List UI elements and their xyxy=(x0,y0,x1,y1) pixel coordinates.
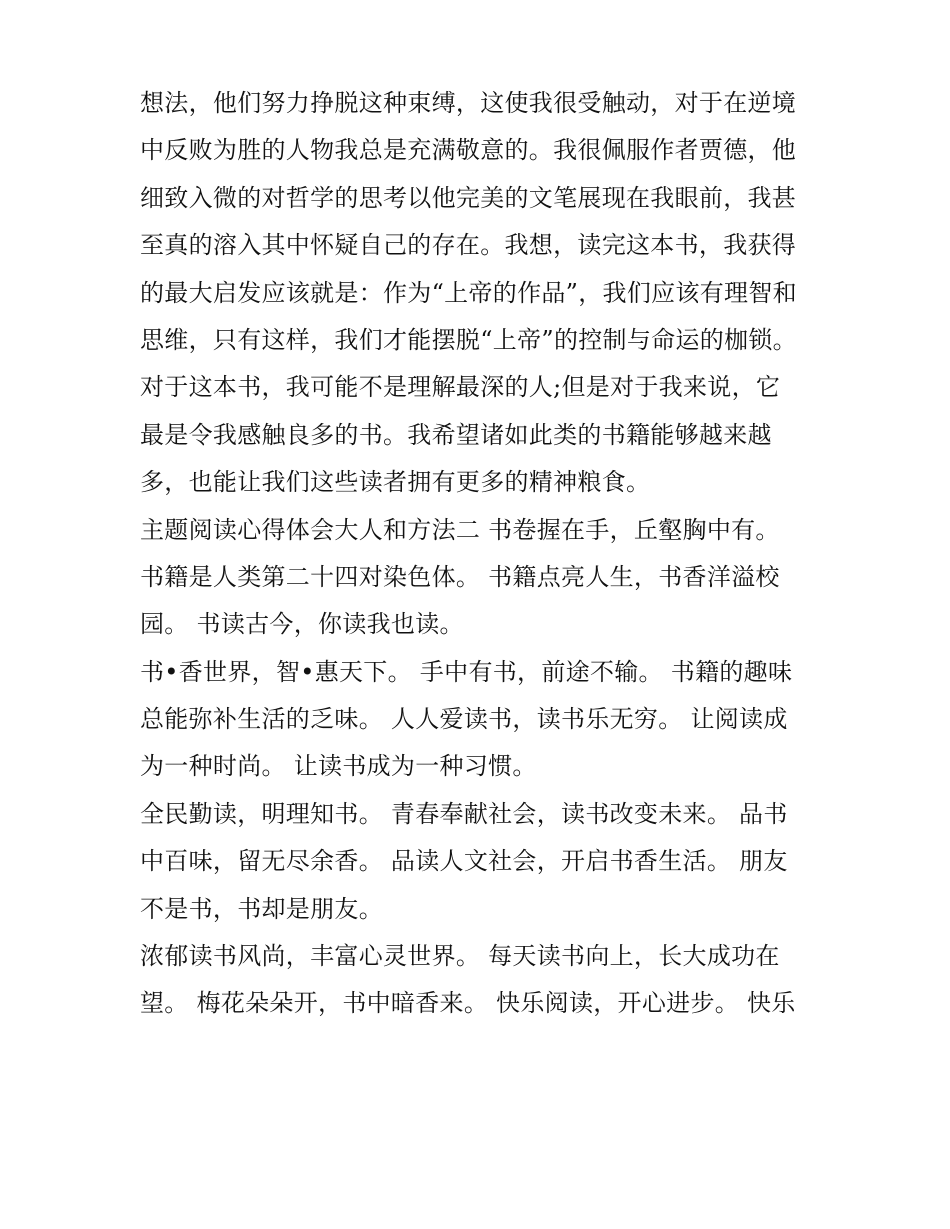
text-line: 多，也能让我们这些读者拥有更多的精神粮食。 xyxy=(140,468,651,497)
text-line: 对于这本书，我可能不是理解最深的人;但是对于我来说，它 xyxy=(140,373,781,402)
text-line: 细致入微的对哲学的思考以他完美的文笔展现在我眼前，我甚 xyxy=(140,183,797,212)
text-line: 书•香世界，智•惠天下。 手中有书，前途不输。 书籍的趣味 xyxy=(140,657,793,686)
text-line: 为一种时尚。 让读书成为一种习惯。 xyxy=(140,752,537,781)
text-line: 书籍是人类第二十四对染色体。 书籍点亮人生，书香洋溢校 xyxy=(140,562,780,591)
text-line: 浓郁读书风尚，丰富心灵世界。 每天读书向上，长大成功在 xyxy=(140,942,780,971)
text-line: 中反败为胜的人物我总是充满敬意的。我很佩服作者贾德，他 xyxy=(140,136,797,165)
text-line: 望。 梅花朵朵开，书中暗香来。 快乐阅读，开心进步。 快乐 xyxy=(140,989,796,1018)
body-text xyxy=(140,80,820,1028)
text-line: 主题阅读心得体会大人和方法二 书卷握在手，丘壑胸中有。 xyxy=(140,515,780,544)
text-line: 全民勤读，明理知书。 青春奉献社会，读书改变未来。 品书 xyxy=(140,799,788,828)
text-line: 最是令我感触良多的书。我希望诸如此类的书籍能够越来越 xyxy=(140,420,772,449)
text-line: 中百味，留无尽余香。 品读人文社会，开启书香生活。 朋友 xyxy=(140,847,788,876)
text-line: 至真的溶入其中怀疑自己的存在。我想，读完这本书，我获得 xyxy=(140,231,797,260)
text-line: 不是书，书却是朋友。 xyxy=(140,894,383,923)
text-line: 的最大启发应该就是：作为“上帝的作品”，我们应该有理智和 xyxy=(140,278,797,307)
text-line: 思维，只有这样，我们才能摆脱“上帝”的控制与命运的枷锁。 xyxy=(140,325,797,354)
text-line: 想法，他们努力挣脱这种束缚，这使我很受触动，对于在逆境 xyxy=(140,89,797,117)
text-line: 园。 书读古今，你读我也读。 xyxy=(140,610,464,639)
text-line: 总能弥补生活的乏味。 人人爱读书，读书乐无穷。 让阅读成 xyxy=(140,705,788,734)
